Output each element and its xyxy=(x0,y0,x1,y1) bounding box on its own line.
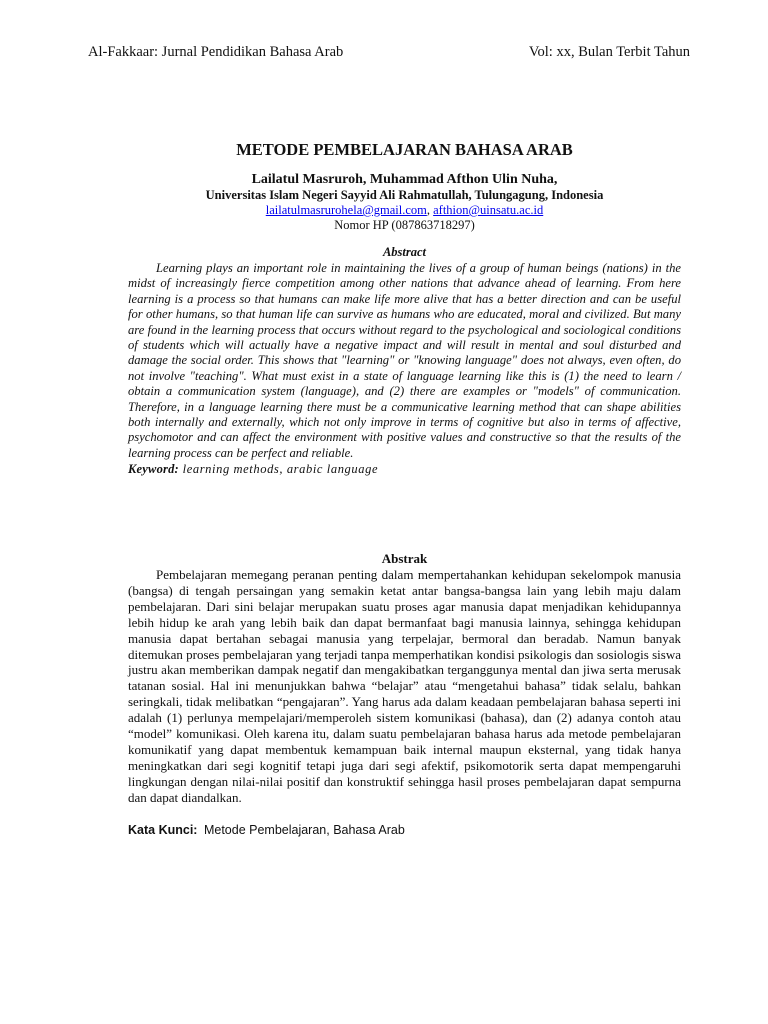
email-separator: , xyxy=(426,203,434,217)
author-list: Lailatul Masruroh, Muhammad Afthon Ulin Nuha, xyxy=(251,172,558,187)
kata-kunci-line xyxy=(128,822,681,838)
abstract-heading: Abstract xyxy=(382,245,427,259)
keyword-value: learning methods, arabic language xyxy=(178,462,379,477)
front-matter xyxy=(128,140,681,477)
keyword-line xyxy=(128,461,681,477)
abstract-body: Learning plays an important role in maintaining the lives of a group of human beings (nations) in the midst of increasingly fierce competition among other nations that advance ahead of learning. From here learning is a process so that humans can make life more alive that has a better direction and can be useful for other humans, so that human life can survive as humans who are educated, moral and civilized. But many are found in the learning process that occurs without regard to the psychological and sociological conditions of students which will actually have a negative impact and will result in mental and soul disturbed and damage the social order. This shows that "learning" or "knowing language" does not always, even often, do not involve "teaching". What must exist in a state of language learning like this is (1) the need to learn / obtain a communication system (language), and (2) there are examples or "models" of communication. Therefore, in a language learning there must be a communicative learning method that can shape abilities both internally and externally, which not only improve in terms of cognitive but also in terms of affective, psychomotor and can affect the environment with positive values and constructive so that the results of the learning process can be perfect and reliable. xyxy=(128,261,681,460)
email-link-2[interactable]: afthion@uinsatu.ac.id xyxy=(433,203,544,217)
running-header xyxy=(88,43,690,61)
abstrak-body: Pembelajaran memegang peranan penting dalam mempertahankan kehidupan sekelompok manusia (bangsa) di tengah persaingan yang semakin ketat antar bangsa-bangsa lain yang lebih maju dalam pembelajaran. Dari sini belajar merupakan suatu proses agar manusia dapat menjadikan kehidupannya lebih hidup ke arah yang lebih baik dan dapat bermanfaat bagi manusia lainnya, sehingga kehidupan manusia dapat bertahan sebagai manusia yang terpelajar, bermoral dan beradab. Namun banyak ditemukan proses pembelajaran yang terjadi tanpa memperhatikan kondisi psikologis dan sosiologis siswa justru akan memberikan dampak negatif dan mengakibatkan terganggunya mental dan jiwa serta merusak tatanan sosial. Hal ini menunjukkan bahwa “belajar” atau “mengetahui bahasa” tidak selalu, bahkan seringkali, tidak melibatkan “pengajaran”. Yang harus ada dalam keadaan pembelajaran bahasa seperti ini adalah (1) perlunya mempelajari/memperoleh sistem komunikasi (bahasa), dan (2) adanya contoh atau “model” komunikasi. Oleh karena itu, dalam suatu pembelajaran bahasa harus ada metode pembelajaran komunikatif yang dapat membentuk kemampuan baik internal maupun eksternal, yang tidak hanya meningkatkan dari segi kognitif tetapi juga dari segi afektif, psikomotorik serta dapat mempengaruhi lingkungan dengan nilai-nilai positif dan konstruktif sehingga hasil proses pembelajaran dapat sempurna dan dapat diandalkan. xyxy=(128,567,681,805)
abstrak-heading: Abstrak xyxy=(381,551,428,566)
journal-name: Al-Fakkaar: Jurnal Pendidikan Bahasa Arab xyxy=(88,44,344,60)
affiliation: Universitas Islam Negeri Sayyid Ali Rahmatullah, Tulungagung, Indonesia xyxy=(205,188,604,202)
abstrak-section xyxy=(128,551,681,838)
phone-number: Nomor HP (087863718297) xyxy=(334,218,475,232)
email-line xyxy=(128,203,681,218)
email-link-1[interactable]: lailatulmasrurohela@gmail.com xyxy=(265,203,427,217)
paper-title: METODE PEMBELAJARAN BAHASA ARAB xyxy=(236,140,573,159)
kata-kunci-value: Metode Pembelajaran, Bahasa Arab xyxy=(203,822,405,837)
volume-info: Vol: xx, Bulan Terbit Tahun xyxy=(528,44,690,60)
keyword-label: Keyword: xyxy=(128,462,179,477)
kata-kunci-label: Kata Kunci: xyxy=(128,822,198,837)
